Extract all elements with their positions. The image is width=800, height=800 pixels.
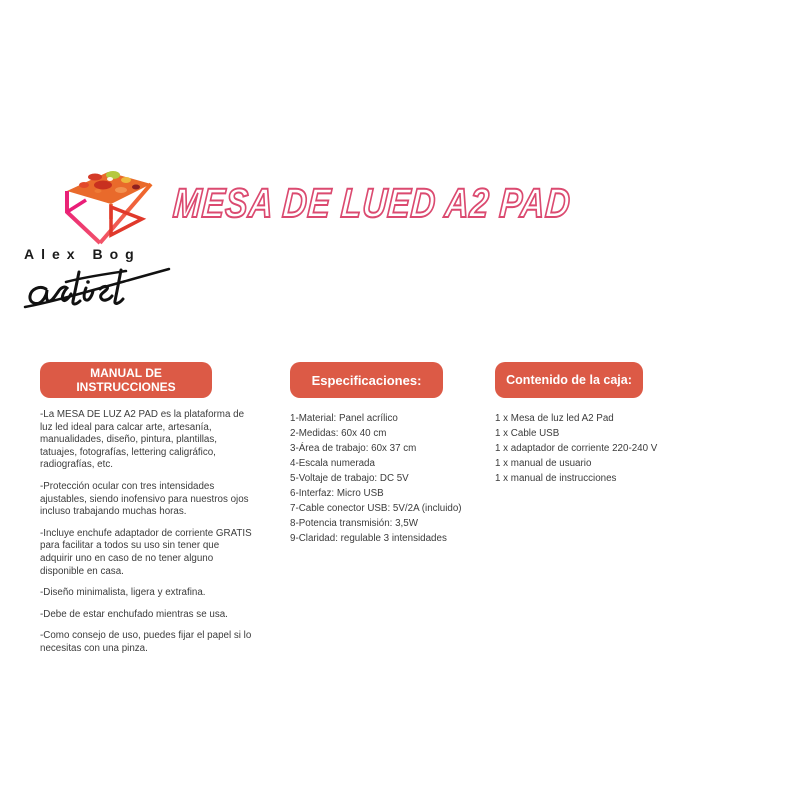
specification-item: 8-Potencia transmisión: 3,5W — [290, 518, 418, 529]
brand-logo-cube-icon — [53, 162, 161, 246]
manual-paragraph-list — [40, 409, 252, 656]
box-contents-list — [495, 411, 695, 486]
product-title: MESA DE LUED A2 PAD — [171, 180, 573, 226]
section-manual — [40, 362, 252, 665]
manual-paragraph: -Como consejo de uso, puedes fijar el papel si lo necesitas con una pinza. — [40, 630, 252, 654]
specification-item: 3-Área de trabajo: 60x 37 cm — [290, 443, 417, 454]
specification-item: 2-Medidas: 60x 40 cm — [290, 428, 387, 439]
section-box-contents — [495, 362, 695, 486]
section-header-specifications: Especificaciones: — [290, 362, 443, 398]
specification-item: 5-Voltaje de trabajo: DC 5V — [290, 473, 409, 484]
section-specifications — [290, 362, 490, 546]
specification-item: 6-Interfaz: Micro USB — [290, 488, 384, 499]
manual-paragraph: -Diseño minimalista, ligera y extrafina. — [40, 587, 206, 599]
manual-paragraph: -La MESA DE LUZ A2 PAD es la plataforma de luz led ideal para calcar arte, artesanía, manualidades, diseño, pintura, plantillas, tatuajes, fotografías, lettering caligráfico, radiografías, etc. — [40, 409, 245, 471]
specification-item: 1-Material: Panel acrílico — [290, 413, 398, 424]
section-header-box-contents: Contenido de la caja: — [495, 362, 643, 398]
manual-paragraph: -Protección ocular con tres intensidades ajustables, siendo inofensivo para nuestros ojos incluso trabajando muchas horas. — [40, 480, 249, 518]
box-content-item: 1 x manual de instrucciones — [495, 473, 617, 484]
box-content-item: 1 x manual de usuario — [495, 458, 592, 469]
specification-item: 9-Claridad: regulable 3 intensidades — [290, 533, 447, 544]
specification-item: 4-Escala numerada — [290, 458, 375, 469]
box-content-item: 1 x adaptador de corriente 220-240 V — [495, 443, 658, 454]
signature-artist-icon — [22, 256, 172, 314]
brand-name: Alex Bog — [24, 246, 141, 262]
manual-paragraph: -Debe de estar enchufado mientras se usa. — [40, 608, 228, 620]
box-content-item: 1 x Cable USB — [495, 428, 560, 439]
manual-paragraph: -Incluye enchufe adaptador de corriente GRATIS para facilitar a todos su uso sin tener que adquirir uno en caso de no tener alguno disponible en casa. — [40, 527, 252, 577]
section-header-manual: MANUAL DE INSTRUCCIONES — [40, 362, 212, 398]
box-content-item: 1 x Mesa de luz led A2 Pad — [495, 413, 614, 424]
specification-item: 7-Cable conector USB: 5V/2A (incluido) — [290, 503, 462, 514]
specifications-list — [290, 411, 490, 546]
